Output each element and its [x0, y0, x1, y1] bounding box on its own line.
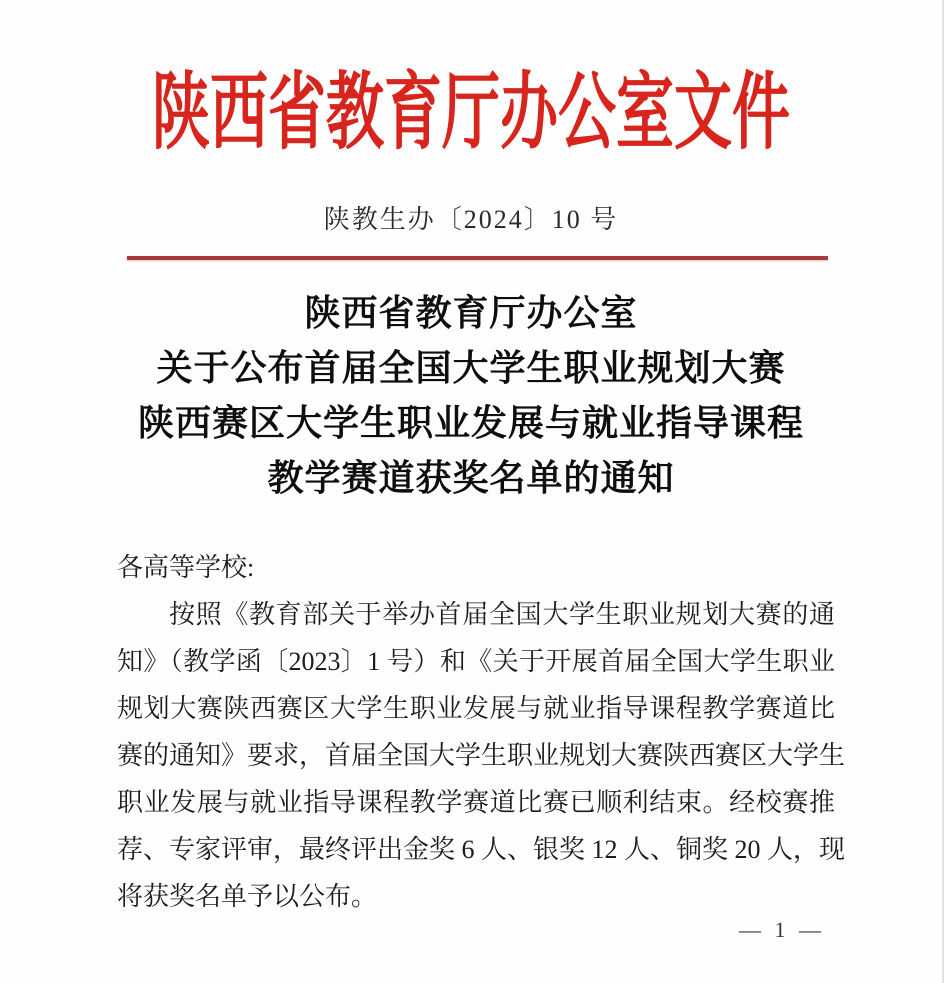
title-line-3: 陕西赛区大学生职业发展与就业指导课程: [137, 403, 804, 443]
body-line-1: 按照《教育部关于举办首届全国大学生职业规划大赛的通: [169, 600, 835, 629]
title-line-4: 教学赛道获奖名单的通知: [267, 458, 675, 498]
document-title: [0, 286, 942, 506]
title-line-1: 陕西省教育厅办公室: [304, 293, 638, 333]
body-line-3: 规划大赛陕西赛区大学生职业发展与就业指导课程教学赛道比: [117, 694, 835, 723]
body-line-5: 职业发展与就业指导课程教学赛道比赛已顺利结束。经校赛推: [117, 788, 835, 817]
body-line-6: 荐、专家评审，最终评出金奖 6 人、银奖 12 人、铜奖 20 人，现: [117, 835, 846, 864]
salutation: 各高等学校:: [117, 553, 255, 582]
red-divider-rule: [127, 256, 828, 260]
document-body: [117, 544, 846, 920]
page-number: — 1 —: [739, 917, 825, 942]
title-line-2: 关于公布首届全国大学生职业规划大赛: [156, 348, 786, 388]
document-reference-number: 陕教生办〔2024〕10 号: [323, 205, 619, 234]
body-line-4: 赛的通知》要求，首届全国大学生职业规划大赛陕西赛区大学生: [117, 741, 846, 770]
body-line-7: 将获奖名单予以公布。: [117, 882, 378, 911]
letterhead-title: 陕西省教育厅办公室文件: [151, 65, 790, 160]
body-line-2: 知》（教学函〔2023〕1 号）和《关于开展首届全国大学生职业: [117, 647, 835, 676]
